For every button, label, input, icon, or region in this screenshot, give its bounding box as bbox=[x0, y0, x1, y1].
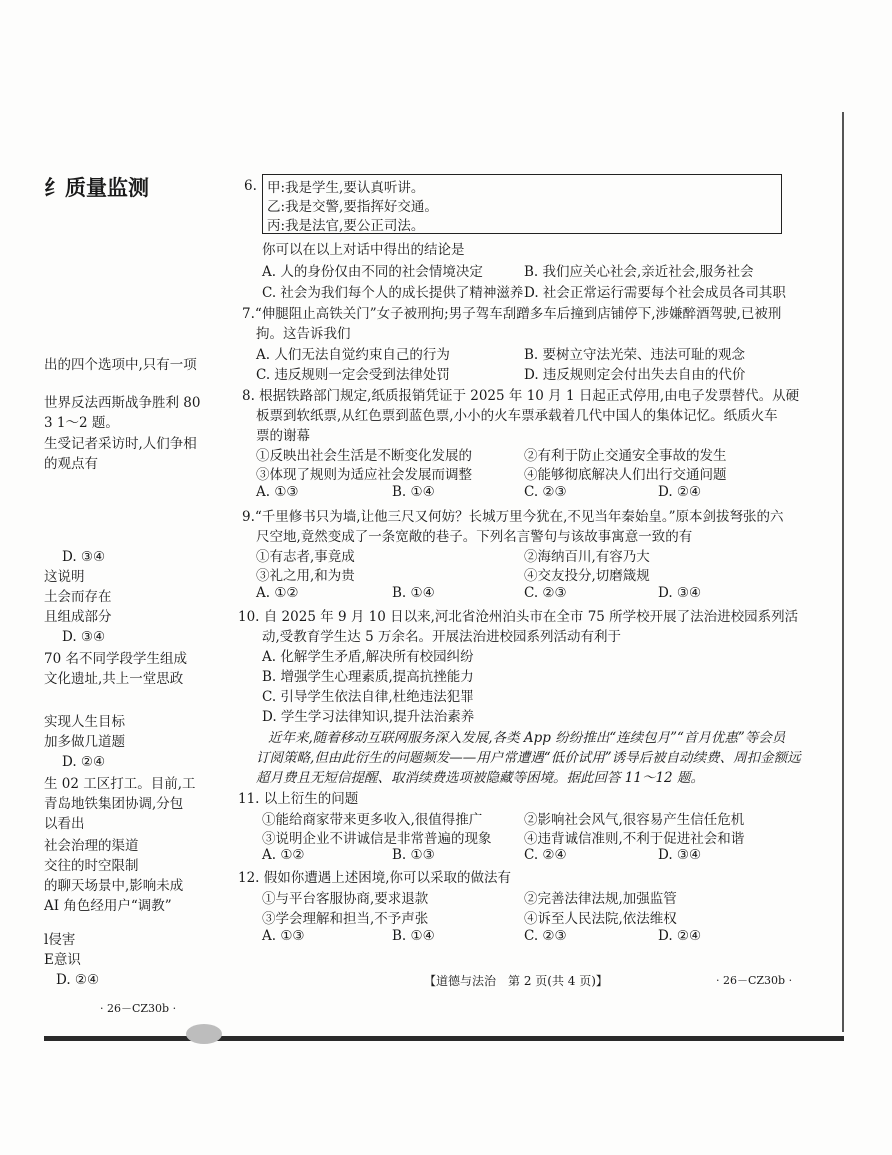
option-a: A. 化解学生矛盾,解决所有校园纠纷 bbox=[262, 649, 474, 665]
option-c: C. 社会为我们每个人的成长提供了精神滋养 bbox=[262, 285, 524, 301]
option-a: A. ①② bbox=[262, 847, 305, 863]
left-line: 以看出 bbox=[44, 816, 85, 832]
question-stem: 你可以在以上对话中得出的结论是 bbox=[262, 242, 465, 258]
option-c: C. ②④ bbox=[524, 847, 567, 863]
left-line: 土会而存在 bbox=[44, 589, 112, 605]
statement-1: ①反映出社会生活是不断变化发展的 bbox=[256, 448, 472, 464]
question-stem: 12. 假如你遭遇上述困境,你可以采取的做法有 bbox=[238, 870, 512, 886]
statement-3: ③体现了规则为适应社会发展而调整 bbox=[256, 467, 472, 483]
dialogue-line: 甲:我是学生,要认真听讲。 bbox=[267, 180, 425, 196]
statement-1: ①能给商家带来更多收入,很值得推广 bbox=[262, 812, 483, 828]
option-b: B. ①③ bbox=[392, 847, 435, 863]
material-text: 超月费且无短信提醒、取消续费选项被隐藏等困境。据此回答 11～12 题。 bbox=[256, 770, 704, 786]
statement-1: ①有志者,事竟成 bbox=[256, 549, 355, 565]
left-line: 交往的时空限制 bbox=[44, 858, 139, 874]
statement-1: ①与平台客服协商,要求退款 bbox=[262, 891, 429, 907]
page-code: · 26－CZ30b · bbox=[716, 974, 793, 987]
option-d: D. ②④ bbox=[658, 928, 702, 944]
question-number: 6. bbox=[244, 178, 257, 194]
left-line: 出的四个选项中,只有一项 bbox=[44, 357, 197, 373]
option-b: B. ①④ bbox=[392, 585, 435, 601]
question-stem: 拘。这告诉我们 bbox=[256, 326, 351, 342]
option-a: A. ①② bbox=[256, 585, 299, 601]
left-line: 的观点有 bbox=[44, 456, 98, 472]
left-footer: · 26－CZ30b · bbox=[100, 1002, 177, 1015]
left-line: 文化遗址,共上一堂思政 bbox=[44, 671, 184, 687]
option-c: C. 违反规则一定会受到法律处罚 bbox=[256, 367, 450, 383]
left-line: 生受记者采访时,人们争相 bbox=[44, 436, 197, 452]
question-stem: 7.“伸腿阻止高铁关门”女子被刑拘;男子驾车刮蹭多车后撞到店铺停下,涉嫌醉酒驾驶,已被刑 bbox=[242, 306, 782, 322]
page-footer: 【道德与法治 第 2 页(共 4 页)】 bbox=[424, 974, 608, 988]
question-stem: 10. 自 2025 年 9 月 10 日以来,河北省沧州泊头市在全市 75 所学校开展了法治进校园系列活 bbox=[238, 609, 799, 625]
question-stem: 8. 根据铁路部门规定,纸质报销凭证于 2025 年 10 月 1 日起正式停用,由电子发票替代。从硬 bbox=[242, 388, 800, 404]
page-title: 纟质量监测 bbox=[44, 176, 149, 200]
left-line: 3 1～2 题。 bbox=[44, 415, 119, 431]
dialogue-line: 乙:我是交警,要指挥好交通。 bbox=[267, 199, 438, 215]
left-line: 70 名不同学段学生组成 bbox=[44, 651, 187, 667]
statement-4: ④交友投分,切磨箴规 bbox=[524, 568, 650, 584]
question-stem: 11. 以上衍生的问题 bbox=[238, 791, 359, 807]
statement-2: ②海纳百川,有容乃大 bbox=[524, 549, 650, 565]
option-a: A. ①③ bbox=[262, 928, 305, 944]
option-d: D. 违反规则定会付出失去自由的代价 bbox=[524, 367, 746, 383]
statement-2: ②影响社会风气,很容易产生信任危机 bbox=[524, 812, 745, 828]
left-line: D. ③④ bbox=[62, 549, 106, 565]
left-line: 加多做几道题 bbox=[44, 734, 125, 750]
left-line: 青岛地铁集团协调,分包 bbox=[44, 796, 184, 812]
option-a: A. 人的身份仅由不同的社会情境决定 bbox=[262, 264, 483, 280]
option-c: C. 引导学生依法自律,杜绝违法犯罪 bbox=[262, 689, 474, 705]
statement-4: ④诉至人民法院,依法维权 bbox=[524, 911, 677, 927]
statement-3: ③礼之用,和为贵 bbox=[256, 568, 355, 584]
option-b: B. ①④ bbox=[392, 928, 435, 944]
question-stem: 票的谢幕 bbox=[256, 428, 310, 444]
left-line: E意识 bbox=[44, 952, 81, 968]
option-c: C. ②③ bbox=[524, 928, 567, 944]
dialogue-box bbox=[262, 174, 782, 234]
binding-clip-shadow bbox=[186, 1024, 222, 1044]
option-b: B. 增强学生心理素质,提高抗挫能力 bbox=[262, 669, 474, 685]
dialogue-line: 丙:我是法官,要公正司法。 bbox=[267, 218, 425, 234]
bottom-scan-edge bbox=[44, 1036, 844, 1041]
left-line: 且组成部分 bbox=[44, 609, 112, 625]
option-d: D. ③④ bbox=[658, 847, 702, 863]
option-d: D. 学生学习法律知识,提升法治素养 bbox=[262, 709, 475, 725]
option-a: A. ①③ bbox=[256, 484, 299, 500]
question-stem: 尺空地,竟然变成了一条宽敞的巷子。下列名言警句与该故事寓意一致的有 bbox=[256, 529, 693, 545]
option-a: A. 人们无法自觉约束自己的行为 bbox=[256, 347, 450, 363]
statement-2: ②有利于防止交通安全事故的发生 bbox=[524, 448, 727, 464]
option-d: D. ③④ bbox=[658, 585, 702, 601]
option-c: C. ②③ bbox=[524, 585, 567, 601]
option-b: B. 我们应关心社会,亲近社会,服务社会 bbox=[524, 264, 754, 280]
left-line: AI 角色经用户“调教” bbox=[44, 898, 172, 914]
left-line: D. ②④ bbox=[62, 754, 106, 770]
left-line: 实现人生目标 bbox=[44, 714, 125, 730]
option-d: D. ②④ bbox=[658, 484, 702, 500]
question-stem: 动,受教育学生达 5 万余名。开展法治进校园系列活动有利于 bbox=[262, 629, 621, 645]
statement-3: ③学会理解和担当,不予声张 bbox=[262, 911, 429, 927]
left-line: 这说明 bbox=[44, 569, 85, 585]
left-line: 的聊天场景中,影响未成 bbox=[44, 878, 184, 894]
left-line: 生 02 工区打工。目前,工 bbox=[44, 776, 196, 792]
statement-4: ④违背诚信准则,不利于促进社会和谐 bbox=[524, 831, 745, 847]
statement-2: ②完善法律法规,加强监管 bbox=[524, 891, 677, 907]
page-edge-divider bbox=[842, 112, 844, 1032]
material-text: 订阅策略,但由此衍生的问题频发——用户常遭遇“低价试用”诱导后被自动续费、周扣金额远 bbox=[256, 750, 801, 766]
left-line: D. ③④ bbox=[62, 629, 106, 645]
question-stem: 板票到软纸票,从红色票到蓝色票,小小的火车票承载着几代中国人的集体记忆。纸质火车 bbox=[256, 408, 778, 424]
material-text: 近年来,随着移动互联网服务深入发展,各类 App 纷纷推出“连续包月”“首月优惠”等会员 bbox=[268, 730, 786, 746]
option-b: B. ①④ bbox=[392, 484, 435, 500]
left-line: D. ②④ bbox=[56, 972, 100, 988]
option-d: D. 社会正常运行需要每个社会成员各司其职 bbox=[524, 285, 786, 301]
left-line: 社会治理的渠道 bbox=[44, 838, 139, 854]
option-b: B. 要树立守法光荣、违法可耻的观念 bbox=[524, 347, 746, 363]
left-line: 世界反法西斯战争胜利 80 bbox=[44, 395, 201, 411]
option-c: C. ②③ bbox=[524, 484, 567, 500]
question-stem: 9.“千里修书只为墙,让他三尺又何妨？长城万里今犹在,不见当年秦始皇。”原本剑拔弩张的六 bbox=[242, 509, 784, 525]
left-line: l侵害 bbox=[44, 932, 76, 948]
statement-4: ④能够彻底解决人们出行交通问题 bbox=[524, 467, 727, 483]
statement-3: ③说明企业不讲诚信是非常普遍的现象 bbox=[262, 831, 492, 847]
